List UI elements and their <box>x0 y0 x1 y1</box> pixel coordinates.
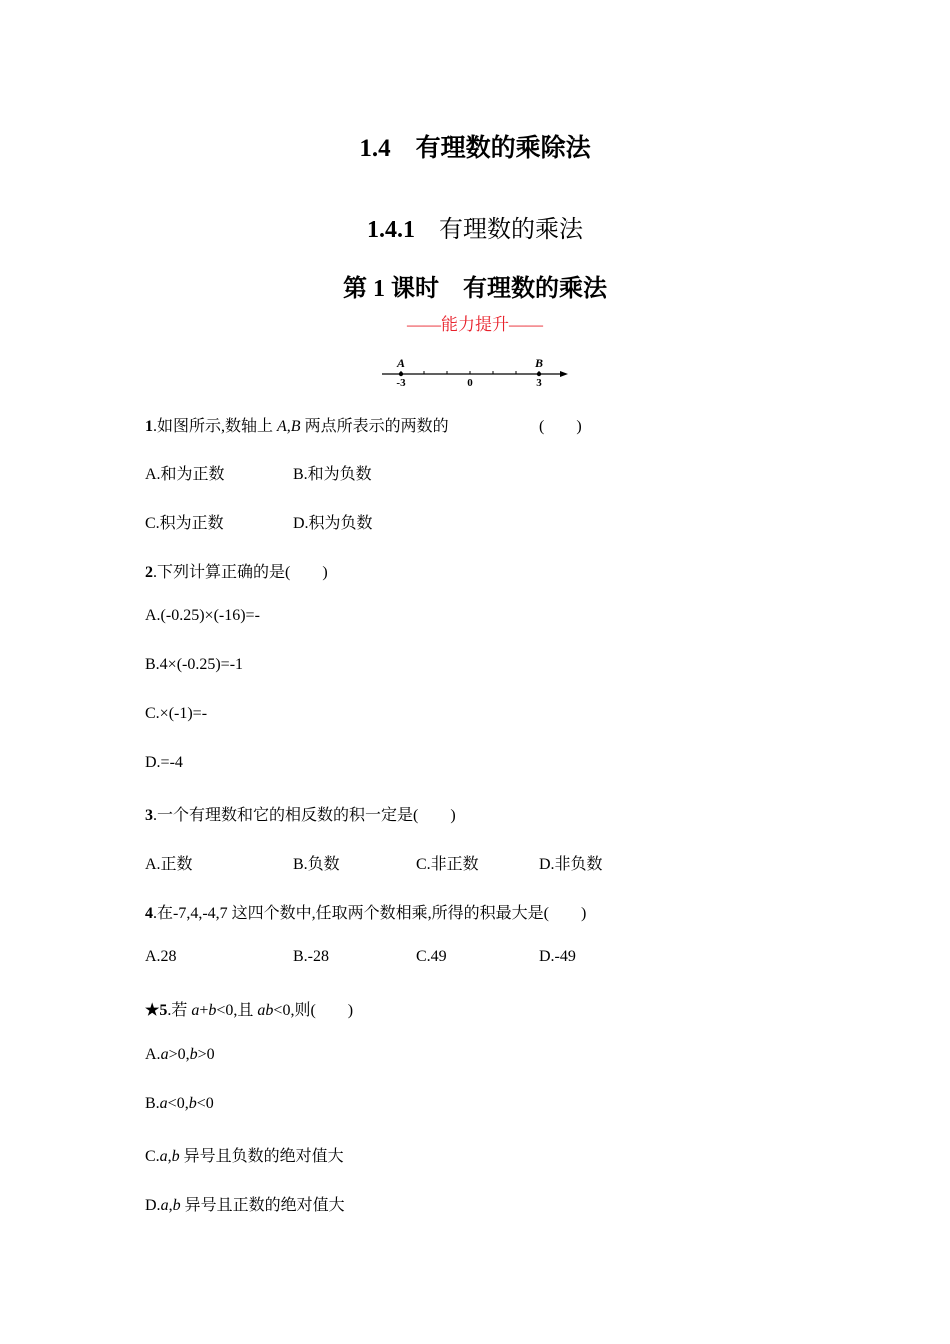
q3-option-c: C.非正数 <box>416 856 479 873</box>
subsection-title <box>0 209 950 244</box>
question-1-stem: 1.如图所示,数轴上 A,B 两点所表示的两数的 <box>145 418 449 435</box>
number-line-figure <box>378 352 578 392</box>
point-b-label: B <box>534 356 544 370</box>
q1-option-b: B.和为负数 <box>293 466 372 483</box>
q4-option-c: C.49 <box>416 948 447 965</box>
point-b-dot <box>537 372 541 376</box>
q2-option-d: D.=-4 <box>145 754 183 771</box>
q1-option-a: A.和为正数 <box>145 466 225 483</box>
point-a-dot <box>399 372 403 376</box>
q5-option-d: D.a,b 异号且正数的绝对值大 <box>145 1197 345 1214</box>
question-3-stem: 3.一个有理数和它的相反数的积一定是( ) <box>145 807 456 824</box>
section-title <box>0 128 950 164</box>
number-line-arrow <box>560 371 568 377</box>
question-4-stem: 4.在-7,4,-4,7 这四个数中,任取两个数相乘,所得的积最大是( ) <box>145 905 587 922</box>
q5-option-a: A.a>0,b>0 <box>145 1046 215 1063</box>
q1-option-d: D.积为负数 <box>293 515 373 532</box>
q1-option-c: C.积为正数 <box>145 515 224 532</box>
section-number: 1.4 <box>359 135 391 162</box>
q3-option-b: B.负数 <box>293 856 340 873</box>
lesson-title: 第 1 课时 有理数的乘法 <box>343 276 607 302</box>
q2-option-b: B.4×(-0.25)=-1 <box>145 656 244 673</box>
question-number: 2 <box>145 564 153 581</box>
question-number: 1 <box>145 418 153 435</box>
question-number: 4 <box>145 905 153 922</box>
question-2-stem: 2.下列计算正确的是( ) <box>145 564 328 581</box>
q4-option-b: B.-28 <box>293 948 329 965</box>
q2-option-a: A.(-0.25)×(-16)=- <box>145 607 260 624</box>
question-number: 3 <box>145 807 153 824</box>
subsection-number: 1.4.1 <box>367 217 415 243</box>
q3-option-a: A.正数 <box>145 856 193 873</box>
q5-option-c: C.a,b 异号且负数的绝对值大 <box>145 1148 344 1165</box>
q4-option-d: D.-49 <box>539 948 576 965</box>
q4-option-a: A.28 <box>145 948 177 965</box>
ability-banner: ——能力提升—— <box>407 315 543 334</box>
q5-option-b: B.a<0,b<0 <box>145 1095 214 1112</box>
question-1-answer-paren: ( ) <box>539 418 582 435</box>
question-5-stem: ★5.若 a+b<0,且 ab<0,则( ) <box>145 1002 354 1019</box>
point-a-label: A <box>396 356 406 370</box>
tick-label-neg3: -3 <box>396 377 406 389</box>
tick-label-0: 0 <box>467 377 473 389</box>
question-number: ★5 <box>145 1002 168 1019</box>
q2-option-c: C.×(-1)=- <box>145 705 208 722</box>
q3-option-d: D.非负数 <box>539 856 603 873</box>
tick-label-3: 3 <box>536 377 542 389</box>
section-title-text: 有理数的乘除法 <box>415 135 591 162</box>
subsection-title-text: 有理数的乘法 <box>439 217 583 243</box>
